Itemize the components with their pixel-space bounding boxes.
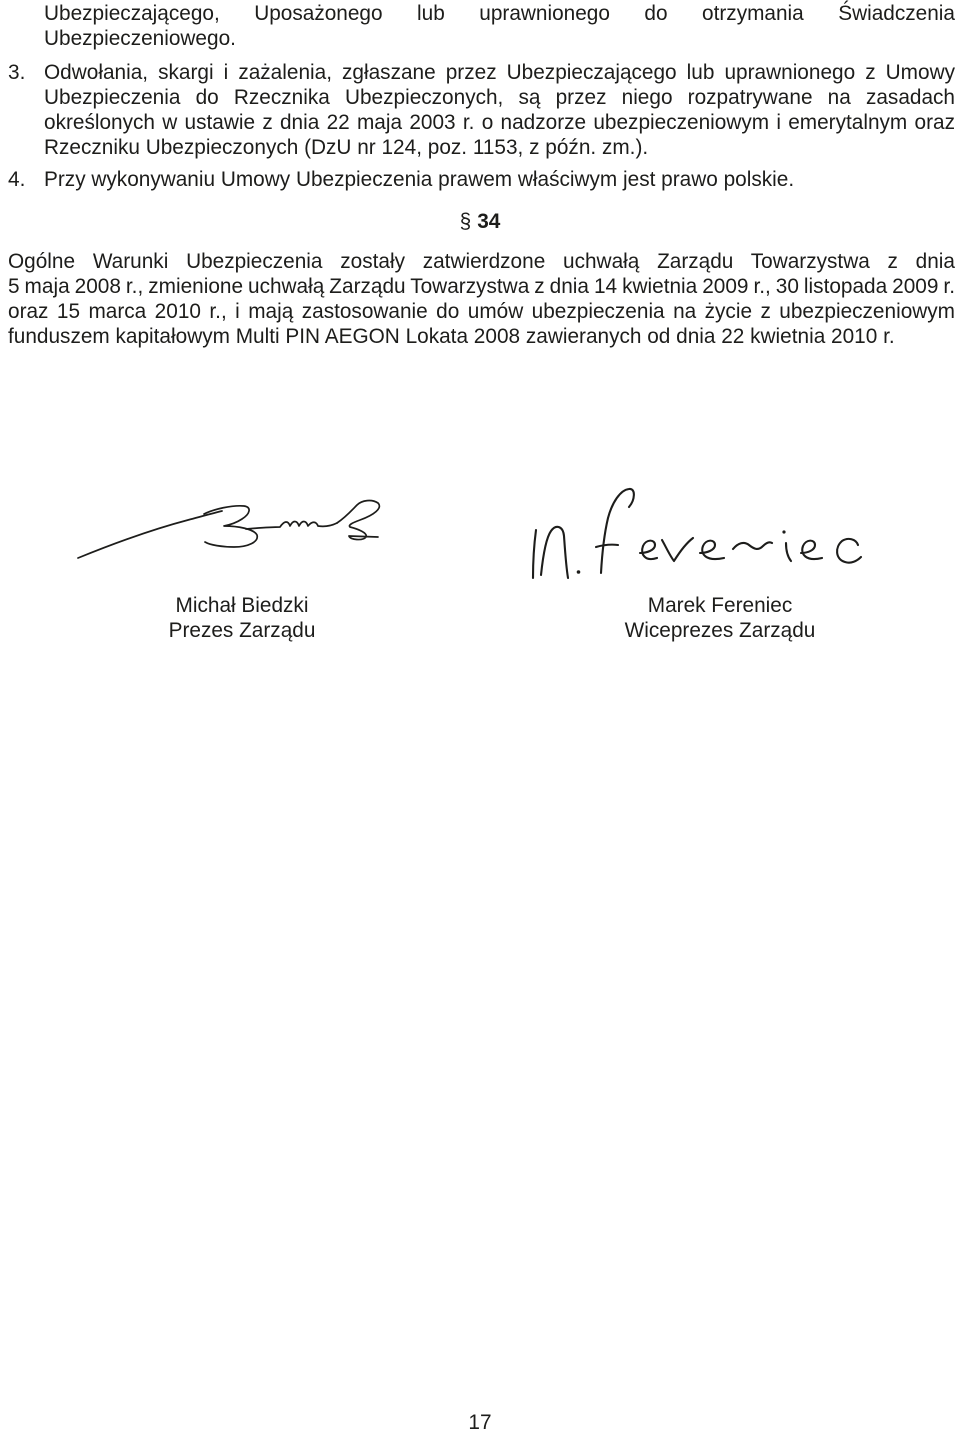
signature-stroke (596, 545, 618, 547)
section-number: 34 (477, 210, 501, 233)
signature-left (78, 501, 379, 558)
section-heading (0, 209, 960, 234)
text-line: Ubezpieczenia do Rzecznika Ubezpieczonych, są przez niego rozpatrywane na zasadach (44, 86, 955, 109)
signature-right (533, 489, 861, 578)
signature-stroke (733, 542, 772, 549)
text-line: Przy wykonywaniu Umowy Ubezpieczenia prawem właściwym jest prawo polskie. (44, 168, 795, 191)
signatory-title: Prezes Zarządu (168, 619, 316, 642)
text-line: Ubezpieczeniowego. (44, 27, 236, 50)
signature-stroke (700, 541, 724, 559)
text-line: określonych w ustawie z dnia 22 maja 2003 r. o nadzorze ubezpieczeniowym i emerytalnym oraz (44, 111, 955, 134)
text-line: Odwołania, skargi i zażalenia, zgłaszane przez Ubezpieczającego lub uprawnionego z Umowy (44, 61, 955, 84)
list-item-2-continuation (44, 1, 955, 51)
text-line: Ogólne Warunki Ubezpieczenia zostały zatwierdzone uchwałą Zarządu Towarzystwa z dnia (8, 250, 955, 273)
text-line: 5 maja 2008 r., zmienione uchwałą Zarządu Towarzystwa z dnia 14 kwietnia 2009 r., 30 listopada 2009 r. (8, 275, 955, 298)
signature-stroke (786, 543, 791, 561)
text-line: Rzeczniku Ubezpieczonych (DzU nr 124, poz. 1153, z późn. zm.). (44, 136, 649, 159)
signatory-president (92, 593, 392, 643)
signatory-title: Wiceprezes Zarządu (624, 619, 816, 642)
signature-stroke (204, 506, 257, 547)
text-line: Ubezpieczającego, Uposażonego lub uprawnionego do otrzymania Świadczenia (44, 2, 955, 25)
signature-stroke (541, 527, 568, 578)
signature-stroke (837, 539, 861, 563)
signatory-name: Michał Biedzki (175, 594, 309, 617)
list-item-4 (8, 167, 955, 192)
signatory-vice-president (570, 593, 870, 643)
list-item-3 (8, 60, 955, 160)
signature-stroke (78, 511, 222, 558)
signature-dot (782, 530, 785, 533)
signature-stroke (662, 538, 693, 561)
signature-stroke (246, 522, 337, 530)
signatures (0, 460, 960, 590)
page-number: 17 (468, 1411, 492, 1434)
signature-stroke (337, 501, 379, 540)
signature-stroke (640, 541, 657, 559)
text-line: oraz 15 marca 2010 r., i mają zastosowanie do umów ubezpieczenia na życie z ubezpieczeniowym (8, 300, 955, 323)
section-symbol: § (459, 210, 472, 233)
signature-dot (577, 570, 581, 574)
list-number: 4. (8, 168, 26, 191)
signatory-name: Marek Fereniec (647, 594, 793, 617)
approval-paragraph (8, 249, 955, 349)
signature-stroke (801, 541, 822, 559)
list-number: 3. (8, 61, 26, 84)
signature-stroke (601, 489, 634, 573)
signature-stroke (533, 530, 536, 578)
text-line: funduszem kapitałowym Multi PIN AEGON Lokata 2008 zawieranych od dnia 22 kwietnia 2010 r. (8, 325, 895, 348)
